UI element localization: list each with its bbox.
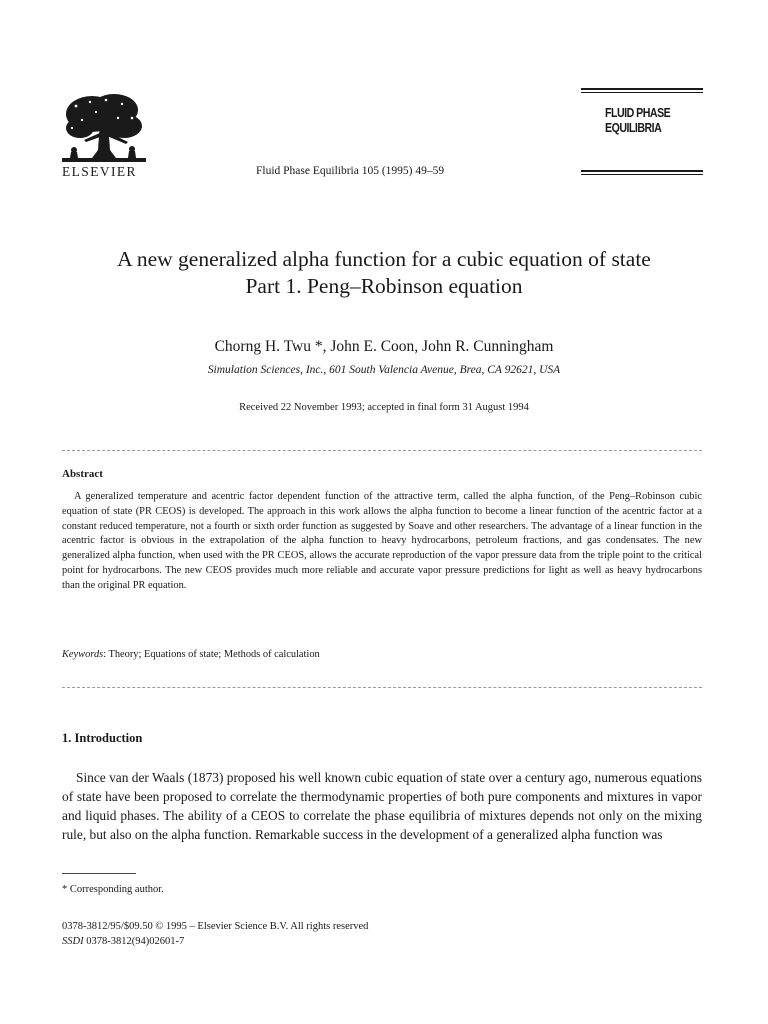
- footnote-rule: [62, 873, 136, 874]
- authors: Chorng H. Twu *, John E. Coon, John R. Cunningham: [214, 338, 554, 355]
- introduction-body: Since van der Waals (1873) proposed his well known cubic equation of state over a century ago, numerous equations of state have been proposed to correlate the thermodynamic properties of both pure components and mixtures in vapor and liquid phases. The ability of a CEOS to correlate the phase equilibria of mixtures depends not only on the mixing rule, but also on the alpha function. Remarkable success in the development of a generalized alpha function was: [62, 770, 703, 842]
- corresponding-author-footnote: * Corresponding author.: [62, 884, 164, 895]
- affiliation: Simulation Sciences, Inc., 601 South Valencia Avenue, Brea, CA 92621, USA: [207, 364, 561, 376]
- journal-masthead-icon: [581, 88, 703, 180]
- abstract-body: A generalized temperature and acentric factor dependent function of the attractive term, called the alpha function, of the Peng–Robinson cubic equation of state (PR CEOS) is developed. The approach in this work allows the alpha function to become a linear function of the acentric factor at a constant reduced temperature, not a fourth or sixth order function as suggested by Soave and other researchers. The advantage of a linear function in the acentric factor is obvious in the extrapolation of the alpha function to heavy hydrocarbons, petroleum fractions, and gas condensates. The new generalized alpha function, when used with the PR CEOS, allows the accurate reproduction of the vapor pressure data from the triple point to the critical point for hydrocarbons. The new CEOS provides much more reliable and accurate vapor pressure predictions for light as well as heavy hydrocarbons than the original PR equation.: [62, 491, 702, 591]
- article-title: [40, 246, 728, 300]
- abstract-heading: Abstract: [62, 468, 103, 480]
- separator-rule-top: [62, 450, 702, 451]
- section-heading-introduction: 1. Introduction: [62, 731, 143, 745]
- masthead-rule-top: [581, 88, 703, 90]
- title-line-2: Part 1. Peng–Robinson equation: [245, 274, 523, 298]
- masthead-rule-bottom-thin: [581, 174, 703, 175]
- ssdi-label: SSDI: [62, 936, 84, 947]
- received-dates: Received 22 November 1993; accepted in final form 31 August 1994: [239, 402, 529, 413]
- ssdi-number: 0378-3812(94)02601-7: [83, 936, 185, 947]
- separator-rule-bottom: [62, 687, 702, 688]
- title-line-1: A new generalized alpha function for a cubic equation of state: [117, 247, 651, 271]
- masthead-rule-bottom: [581, 170, 703, 172]
- copyright-line: 0378-3812/95/$09.50 © 1995 – Elsevier Science B.V. All rights reserved: [62, 921, 369, 932]
- publisher-name: ELSEVIER: [62, 164, 137, 179]
- ssdi-line: [62, 936, 184, 947]
- masthead-line2: EQUILIBRIA: [605, 121, 662, 135]
- elsevier-tree-icon: [62, 92, 146, 166]
- keywords: [62, 649, 320, 660]
- keywords-label: Keywords: [62, 649, 104, 660]
- masthead-rule-top-thin: [581, 92, 703, 93]
- masthead-line1: FLUID PHASE: [605, 106, 671, 120]
- journal-reference: Fluid Phase Equilibria 105 (1995) 49–59: [256, 165, 445, 177]
- keywords-list: : Theory; Equations of state; Methods of calculation: [103, 649, 320, 660]
